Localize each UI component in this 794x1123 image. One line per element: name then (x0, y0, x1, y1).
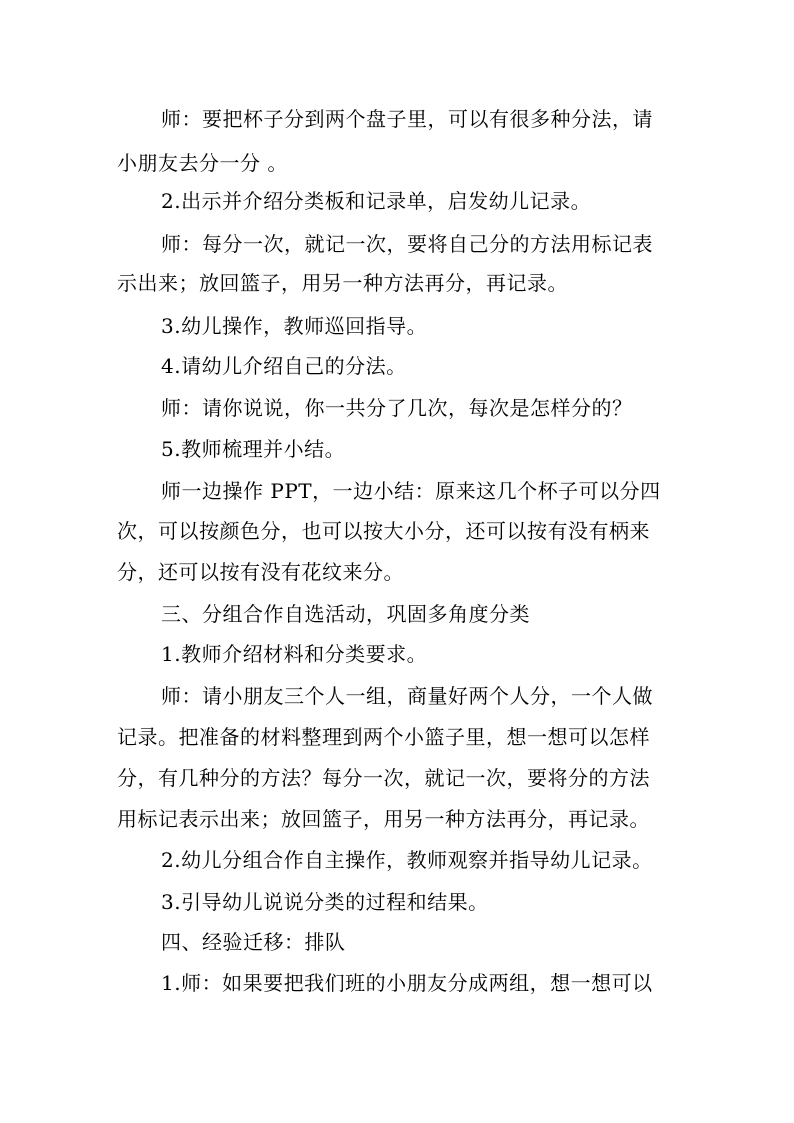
text-line-8: 师：请你说说，你一共分了几次，每次是怎样分的？ (161, 396, 633, 420)
text-line-13: 三、分组合作自选活动，巩固多角度分类 (161, 602, 530, 626)
text-line-19: 2.幼儿分组合作自主操作，教师观察并指导幼儿记录。 (161, 848, 653, 872)
text-line-7: 4.请幼儿介绍自己的分法。 (161, 354, 407, 378)
text-line-16: 记录。把准备的材料整理到两个小篮子里，想一想可以怎样 (117, 725, 650, 749)
text-line-21: 四、经验迁移：排队 (161, 930, 346, 954)
text-line-15: 师：请小朋友三个人一组，商量好两个人分，一个人做 (161, 684, 653, 708)
text-line-1: 师：要把杯子分到两个盘子里，可以有很多种分法，请 (161, 107, 653, 131)
text-line-2: 小朋友去分一分 。 (117, 151, 288, 175)
text-line-11: 次，可以按颜色分，也可以按大小分，还可以按有没有柄来 (117, 519, 650, 543)
text-line-18: 用标记表示出来；放回篮子，用另一种方法再分，再记录。 (117, 807, 650, 831)
text-line-20: 3.引导幼儿说说分类的过程和结果。 (161, 890, 489, 914)
text-line-14: 1.教师介绍材料和分类要求。 (161, 642, 428, 666)
text-line-9: 5.教师梳理并小结。 (161, 437, 346, 461)
text-line-22: 1.师：如果要把我们班的小朋友分成两组，想一想可以 (161, 971, 653, 995)
text-line-4: 师：每分一次，就记一次，要将自己分的方法用标记表 (161, 232, 653, 256)
text-line-5: 示出来；放回篮子，用另一种方法再分，再记录。 (117, 271, 568, 295)
text-line-6: 3.幼儿操作，教师巡回指导。 (161, 314, 428, 338)
text-line-3: 2.出示并介绍分类板和记录单，启发幼儿记录。 (161, 189, 592, 213)
text-line-10: 师一边操作 PPT，一边小结：原来这几个杯子可以分四 (161, 479, 661, 503)
text-line-12: 分，还可以按有没有花纹来分。 (117, 560, 404, 584)
text-line-17: 分，有几种分的方法？每分一次，就记一次，要将分的方法 (117, 766, 650, 790)
